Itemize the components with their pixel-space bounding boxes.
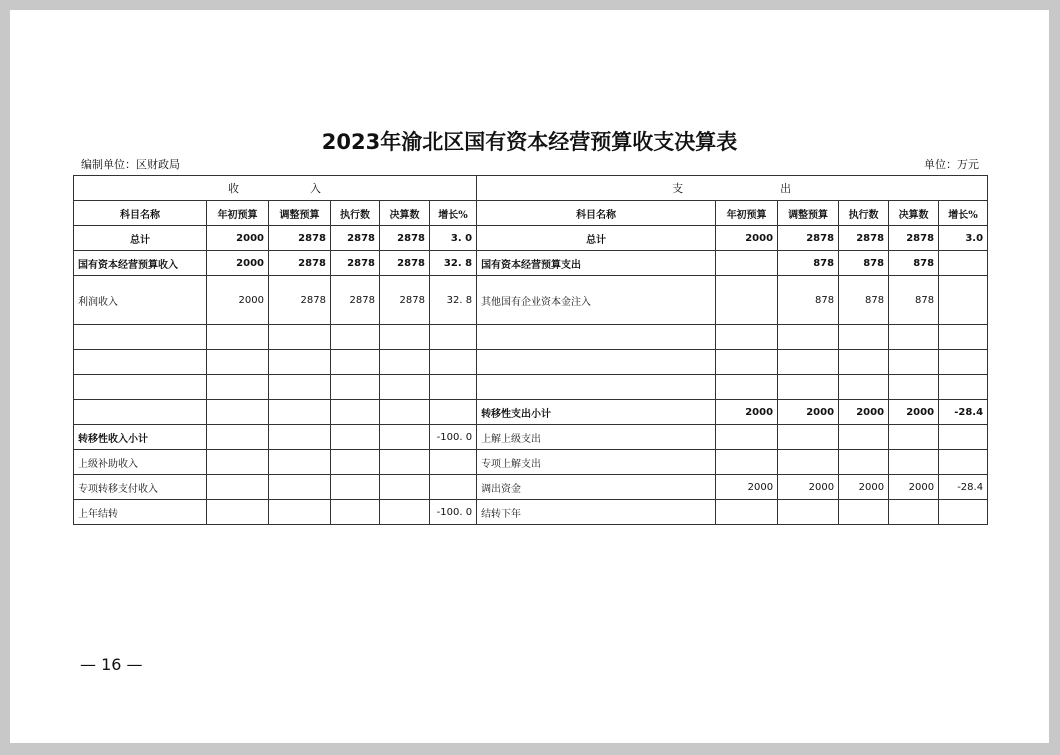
table-cell: 上级补助收入	[74, 450, 207, 475]
table-row	[74, 475, 988, 500]
table-cell	[778, 500, 839, 525]
table-cell: 2878	[839, 226, 889, 251]
table-cell: 2878	[889, 226, 939, 251]
table-cell	[207, 375, 269, 400]
table-cell	[939, 425, 988, 450]
table-cell	[74, 400, 207, 425]
table-cell	[778, 375, 839, 400]
income-section-header: 收 入	[74, 176, 477, 201]
table-cell: 3.0	[939, 226, 988, 251]
table-cell	[778, 350, 839, 375]
table-cell	[380, 475, 430, 500]
table-cell	[207, 325, 269, 350]
table-row	[74, 276, 988, 325]
table-cell	[269, 425, 331, 450]
table-cell: 2878	[331, 276, 380, 325]
col-header-adjusted: 调整预算	[778, 201, 839, 226]
col-header-name: 科目名称	[74, 201, 207, 226]
table-cell	[939, 375, 988, 400]
table-cell	[889, 375, 939, 400]
col-header-adjusted: 调整预算	[269, 201, 331, 226]
table-cell: 878	[778, 251, 839, 276]
table-row	[74, 375, 988, 400]
table-cell: 调出资金	[477, 475, 716, 500]
table-cell	[716, 325, 778, 350]
currency-unit: 单位：万元	[924, 158, 979, 171]
table-cell: 结转下年	[477, 500, 716, 525]
table-cell	[74, 350, 207, 375]
table-cell: 878	[889, 276, 939, 325]
table-cell	[207, 425, 269, 450]
table-cell	[269, 350, 331, 375]
table-cell	[889, 350, 939, 375]
table-cell	[269, 475, 331, 500]
table-cell: 2878	[269, 276, 331, 325]
table-cell: 转移性支出小计	[477, 400, 716, 425]
table-cell	[331, 375, 380, 400]
table-cell: 专项转移支付收入	[74, 475, 207, 500]
table-cell	[430, 375, 477, 400]
table-cell: 878	[778, 276, 839, 325]
table-row	[74, 500, 988, 525]
table-cell	[939, 500, 988, 525]
table-cell	[716, 251, 778, 276]
table-cell	[331, 425, 380, 450]
col-header-growth: 增长%	[939, 201, 988, 226]
table-cell	[331, 475, 380, 500]
section-header-row	[74, 176, 988, 201]
table-row	[74, 226, 988, 251]
table-cell	[889, 325, 939, 350]
table-cell: 利润收入	[74, 276, 207, 325]
table-cell: 上年结转	[74, 500, 207, 525]
table-cell	[380, 400, 430, 425]
table-cell	[839, 425, 889, 450]
table-cell	[839, 375, 889, 400]
table-cell	[477, 375, 716, 400]
table-row	[74, 400, 988, 425]
budget-table	[73, 175, 988, 525]
table-cell: 2000	[839, 400, 889, 425]
table-cell	[839, 450, 889, 475]
table-cell: 总计	[477, 226, 716, 251]
table-cell	[839, 350, 889, 375]
table-cell: 2878	[380, 251, 430, 276]
table-cell: 2000	[839, 475, 889, 500]
table-cell	[839, 500, 889, 525]
table-cell: 2000	[716, 475, 778, 500]
table-cell: 32. 8	[430, 251, 477, 276]
table-cell	[74, 325, 207, 350]
table-cell: -28.4	[939, 475, 988, 500]
table-cell	[207, 450, 269, 475]
table-cell	[430, 450, 477, 475]
table-cell: 其他国有企业资本金注入	[477, 276, 716, 325]
table-cell	[430, 350, 477, 375]
table-cell	[778, 425, 839, 450]
table-cell	[939, 350, 988, 375]
table-cell: 2000	[716, 400, 778, 425]
col-header-executed: 执行数	[331, 201, 380, 226]
table-cell: 2000	[889, 475, 939, 500]
table-cell	[269, 450, 331, 475]
col-header-executed: 执行数	[839, 201, 889, 226]
page-number: — 16 —	[80, 655, 143, 674]
table-cell	[207, 350, 269, 375]
table-cell	[889, 500, 939, 525]
table-cell	[716, 450, 778, 475]
table-cell	[269, 325, 331, 350]
table-cell	[939, 450, 988, 475]
document-page	[10, 10, 1049, 743]
table-cell: 3. 0	[430, 226, 477, 251]
table-cell	[269, 400, 331, 425]
table-cell	[269, 500, 331, 525]
table-cell	[716, 276, 778, 325]
table-cell: -28.4	[939, 400, 988, 425]
col-header-name: 科目名称	[477, 201, 716, 226]
table-cell	[380, 325, 430, 350]
table-cell	[380, 375, 430, 400]
table-cell: 国有资本经营预算收入	[74, 251, 207, 276]
table-cell	[430, 400, 477, 425]
table-cell	[716, 425, 778, 450]
table-cell: 2000	[207, 251, 269, 276]
table-row	[74, 325, 988, 350]
col-header-final: 决算数	[889, 201, 939, 226]
table-row	[74, 251, 988, 276]
table-cell	[477, 350, 716, 375]
col-header-initial: 年初预算	[716, 201, 778, 226]
table-cell	[380, 500, 430, 525]
page-title: 2023年渝北区国有资本经营预算收支决算表	[321, 130, 738, 154]
table-cell: 总计	[74, 226, 207, 251]
table-cell	[380, 425, 430, 450]
table-cell: 2000	[207, 226, 269, 251]
table-cell	[207, 400, 269, 425]
table-row	[74, 425, 988, 450]
table-cell	[939, 325, 988, 350]
table-cell	[331, 500, 380, 525]
table-cell: 2878	[331, 226, 380, 251]
col-header-initial: 年初预算	[207, 201, 269, 226]
table-cell: 2000	[778, 475, 839, 500]
table-row	[74, 350, 988, 375]
table-cell	[939, 276, 988, 325]
table-cell: 2000	[778, 400, 839, 425]
table-cell: -100. 0	[430, 500, 477, 525]
table-row	[74, 450, 988, 475]
column-header-row	[74, 201, 988, 226]
col-header-final: 决算数	[380, 201, 430, 226]
table-cell	[74, 375, 207, 400]
table-cell: 2878	[269, 226, 331, 251]
table-cell	[778, 325, 839, 350]
table-cell	[380, 350, 430, 375]
table-cell	[430, 325, 477, 350]
table-cell	[207, 475, 269, 500]
table-cell: 878	[839, 251, 889, 276]
table-cell: 878	[889, 251, 939, 276]
table-cell	[778, 450, 839, 475]
table-cell: 2878	[269, 251, 331, 276]
table-cell: 2878	[380, 276, 430, 325]
table-cell	[380, 450, 430, 475]
table-cell: 2000	[716, 226, 778, 251]
table-cell: 2000	[889, 400, 939, 425]
table-cell: 878	[839, 276, 889, 325]
table-cell	[716, 500, 778, 525]
table-cell	[331, 400, 380, 425]
table-cell	[207, 500, 269, 525]
table-cell	[716, 375, 778, 400]
table-cell	[477, 325, 716, 350]
table-cell: 2000	[207, 276, 269, 325]
table-cell: 2878	[331, 251, 380, 276]
table-cell: 32. 8	[430, 276, 477, 325]
table-cell: 2878	[380, 226, 430, 251]
table-cell: 转移性收入小计	[74, 425, 207, 450]
table-cell	[331, 450, 380, 475]
table-cell: -100. 0	[430, 425, 477, 450]
table-cell	[716, 350, 778, 375]
table-cell: 2878	[778, 226, 839, 251]
compiling-unit: 编制单位：区财政局	[81, 158, 180, 171]
expense-section-header: 支 出	[477, 176, 988, 201]
table-cell: 专项上解支出	[477, 450, 716, 475]
table-cell	[889, 425, 939, 450]
table-cell	[889, 450, 939, 475]
table-cell	[331, 350, 380, 375]
table-cell: 国有资本经营预算支出	[477, 251, 716, 276]
table-cell	[839, 325, 889, 350]
table-cell	[939, 251, 988, 276]
table-cell: 上解上级支出	[477, 425, 716, 450]
table-cell	[331, 325, 380, 350]
table-cell	[430, 475, 477, 500]
table-cell	[269, 375, 331, 400]
col-header-growth: 增长%	[430, 201, 477, 226]
